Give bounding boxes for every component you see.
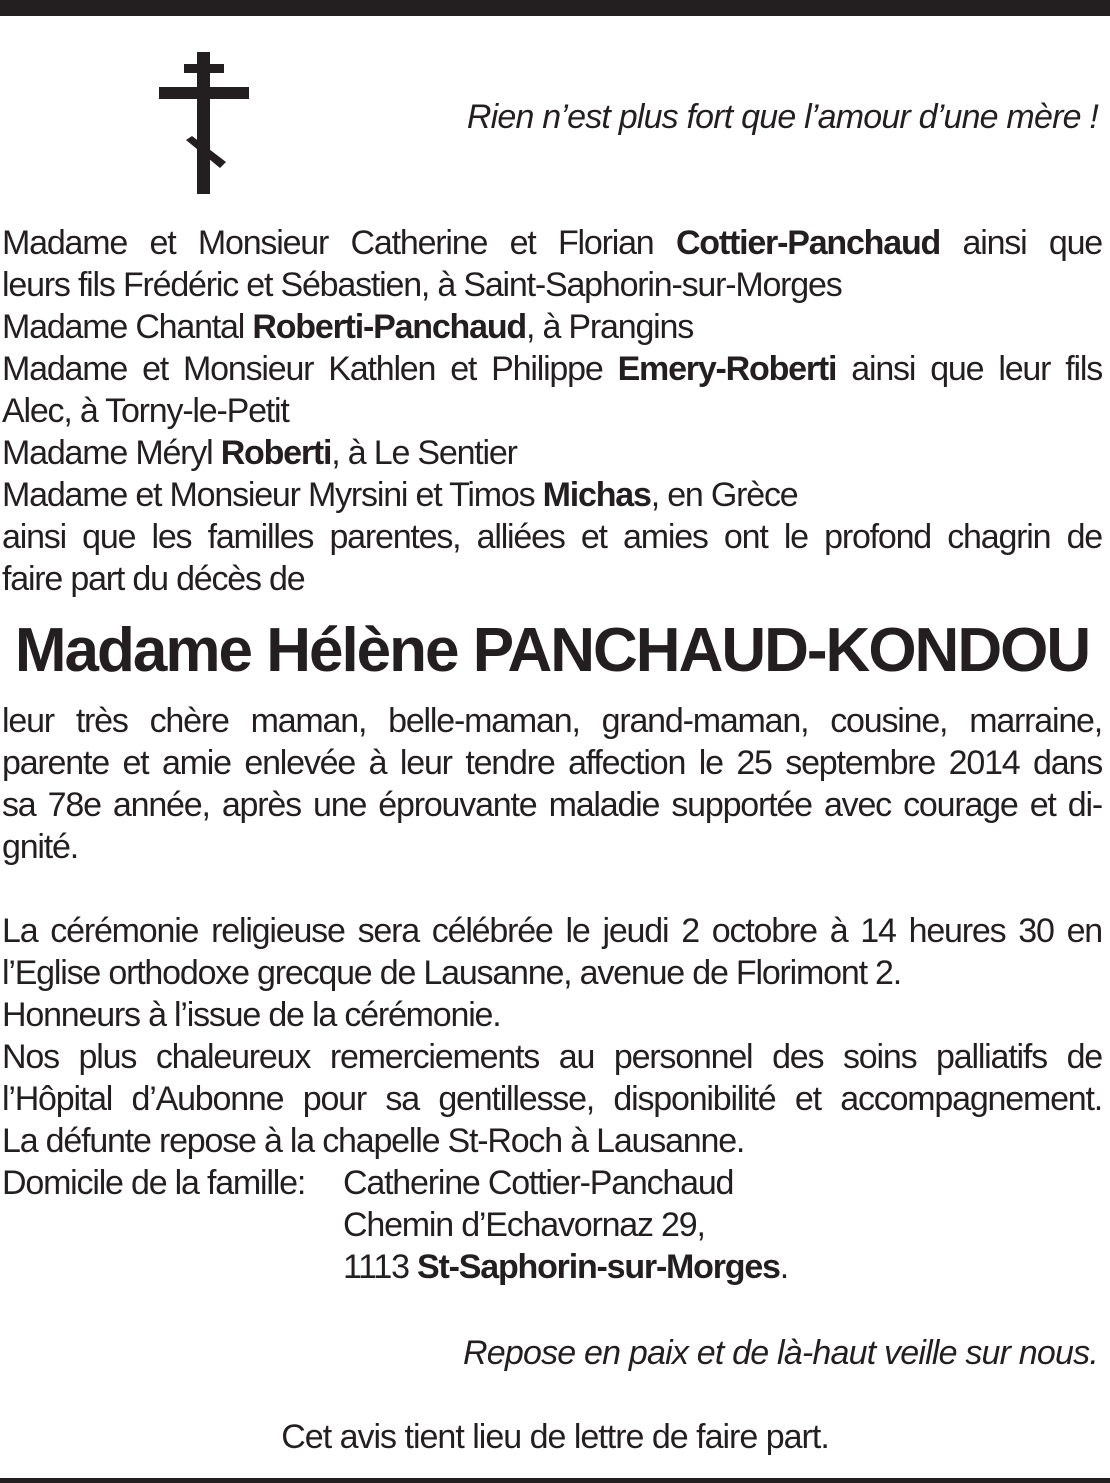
family-line xyxy=(2,432,1102,474)
bottom-border-rule xyxy=(0,1478,1110,1483)
ceremony-paragraph xyxy=(2,910,1102,1162)
family-text: ainsi que leur fils xyxy=(836,350,1103,388)
ceremony-line: Honneurs à l’issue de la cérémonie. xyxy=(2,996,501,1034)
family-text: , en Grèce xyxy=(650,476,798,514)
family-surname: Cottier-Panchaud xyxy=(675,224,941,262)
family-text: Alec, à Torny-le-Petit xyxy=(2,392,289,430)
family-text: Madame et Monsieur Kathlen et Philippe xyxy=(2,350,618,388)
family-surname: Roberti-Panchaud xyxy=(252,308,526,346)
closing-phrase: Repose en paix et de là-haut veille sur nous. xyxy=(463,1334,1098,1372)
orthodox-cross-icon xyxy=(156,52,252,194)
family-line xyxy=(2,516,1102,558)
domicile-zip: 1113 xyxy=(343,1248,418,1286)
domicile-row xyxy=(2,1162,1102,1204)
epigraph-quote: Rien n’est plus fort que l’amour d’une mère ! xyxy=(466,98,1098,136)
family-text: Madame et Monsieur Myrsini et Timos xyxy=(2,476,543,514)
notice-body xyxy=(2,222,1102,1288)
ceremony-line: La défunte repose à la chapelle St-Roch à Lausanne. xyxy=(2,1122,745,1160)
ceremony-line: La cérémonie religieuse sera célébrée le jeudi 2 octobre à 14 heures 30 en xyxy=(2,912,1102,950)
family-line xyxy=(2,558,1102,600)
family-text: faire part du décès de xyxy=(2,560,305,598)
domicile-name: Catherine Cottier-Panchaud xyxy=(343,1164,734,1202)
description-line: parente et amie enlevée à leur tendre affection le 25 septembre 2014 dans xyxy=(2,744,1102,782)
family-line xyxy=(2,348,1102,390)
family-text: Madame Chantal xyxy=(2,308,253,346)
domicile-city: St-Saphorin-sur-Morges xyxy=(417,1248,780,1286)
paragraph-spacer xyxy=(2,868,1102,910)
description-paragraph xyxy=(2,700,1102,868)
deceased-name-heading: Madame Hélène PANCHAUD-KONDOU xyxy=(14,616,1090,685)
family-text: , à Prangins xyxy=(525,308,694,346)
family-list xyxy=(2,222,1102,600)
footer-note: Cet avis tient lieu de lettre de faire part. xyxy=(281,1418,829,1456)
description-line: leur très chère maman, belle-maman, grand-maman, cousine, marraine, xyxy=(2,702,1102,740)
description-line: sa 78e année, après une éprouvante maladie supportée avec courage et di- xyxy=(2,786,1102,824)
family-line xyxy=(2,390,1102,432)
family-text: leurs fils Frédéric et Sébastien, à Saint-Saphorin-sur-Morges xyxy=(2,266,842,304)
family-line xyxy=(2,306,1102,348)
top-border-rule xyxy=(0,0,1110,16)
family-text: ainsi que les familles parentes, alliées et amies ont le profond chagrin de xyxy=(2,518,1102,556)
family-surname: Michas xyxy=(542,476,651,514)
family-line xyxy=(2,264,1102,306)
family-line xyxy=(2,222,1102,264)
description-line: gnité. xyxy=(2,828,78,866)
ceremony-line: l’Eglise orthodoxe grecque de Lausanne, avenue de Florimont 2. xyxy=(2,954,902,992)
domicile-label: Domicile de la famille: xyxy=(2,1164,306,1202)
family-line xyxy=(2,474,1102,516)
family-text: , à Le Sentier xyxy=(331,434,517,472)
ceremony-line: l’Hôpital d’Aubonne pour sa gentillesse, disponibilité et accompagnement. xyxy=(2,1080,1102,1118)
domicile-city-line xyxy=(343,1246,1102,1288)
family-text: Madame et Monsieur Catherine et Florian xyxy=(2,224,676,262)
family-surname: Roberti xyxy=(220,434,332,472)
domicile-street: Chemin d’Echavornaz 29, xyxy=(343,1206,705,1244)
family-text: ainsi que xyxy=(940,224,1102,262)
domicile-city-suffix: . xyxy=(779,1248,789,1286)
family-surname: Emery-Roberti xyxy=(617,350,837,388)
ceremony-line: Nos plus chaleureux remerciements au personnel des soins palliatifs de xyxy=(2,1038,1102,1076)
family-domicile xyxy=(2,1162,1102,1288)
family-text: Madame Méryl xyxy=(2,434,221,472)
